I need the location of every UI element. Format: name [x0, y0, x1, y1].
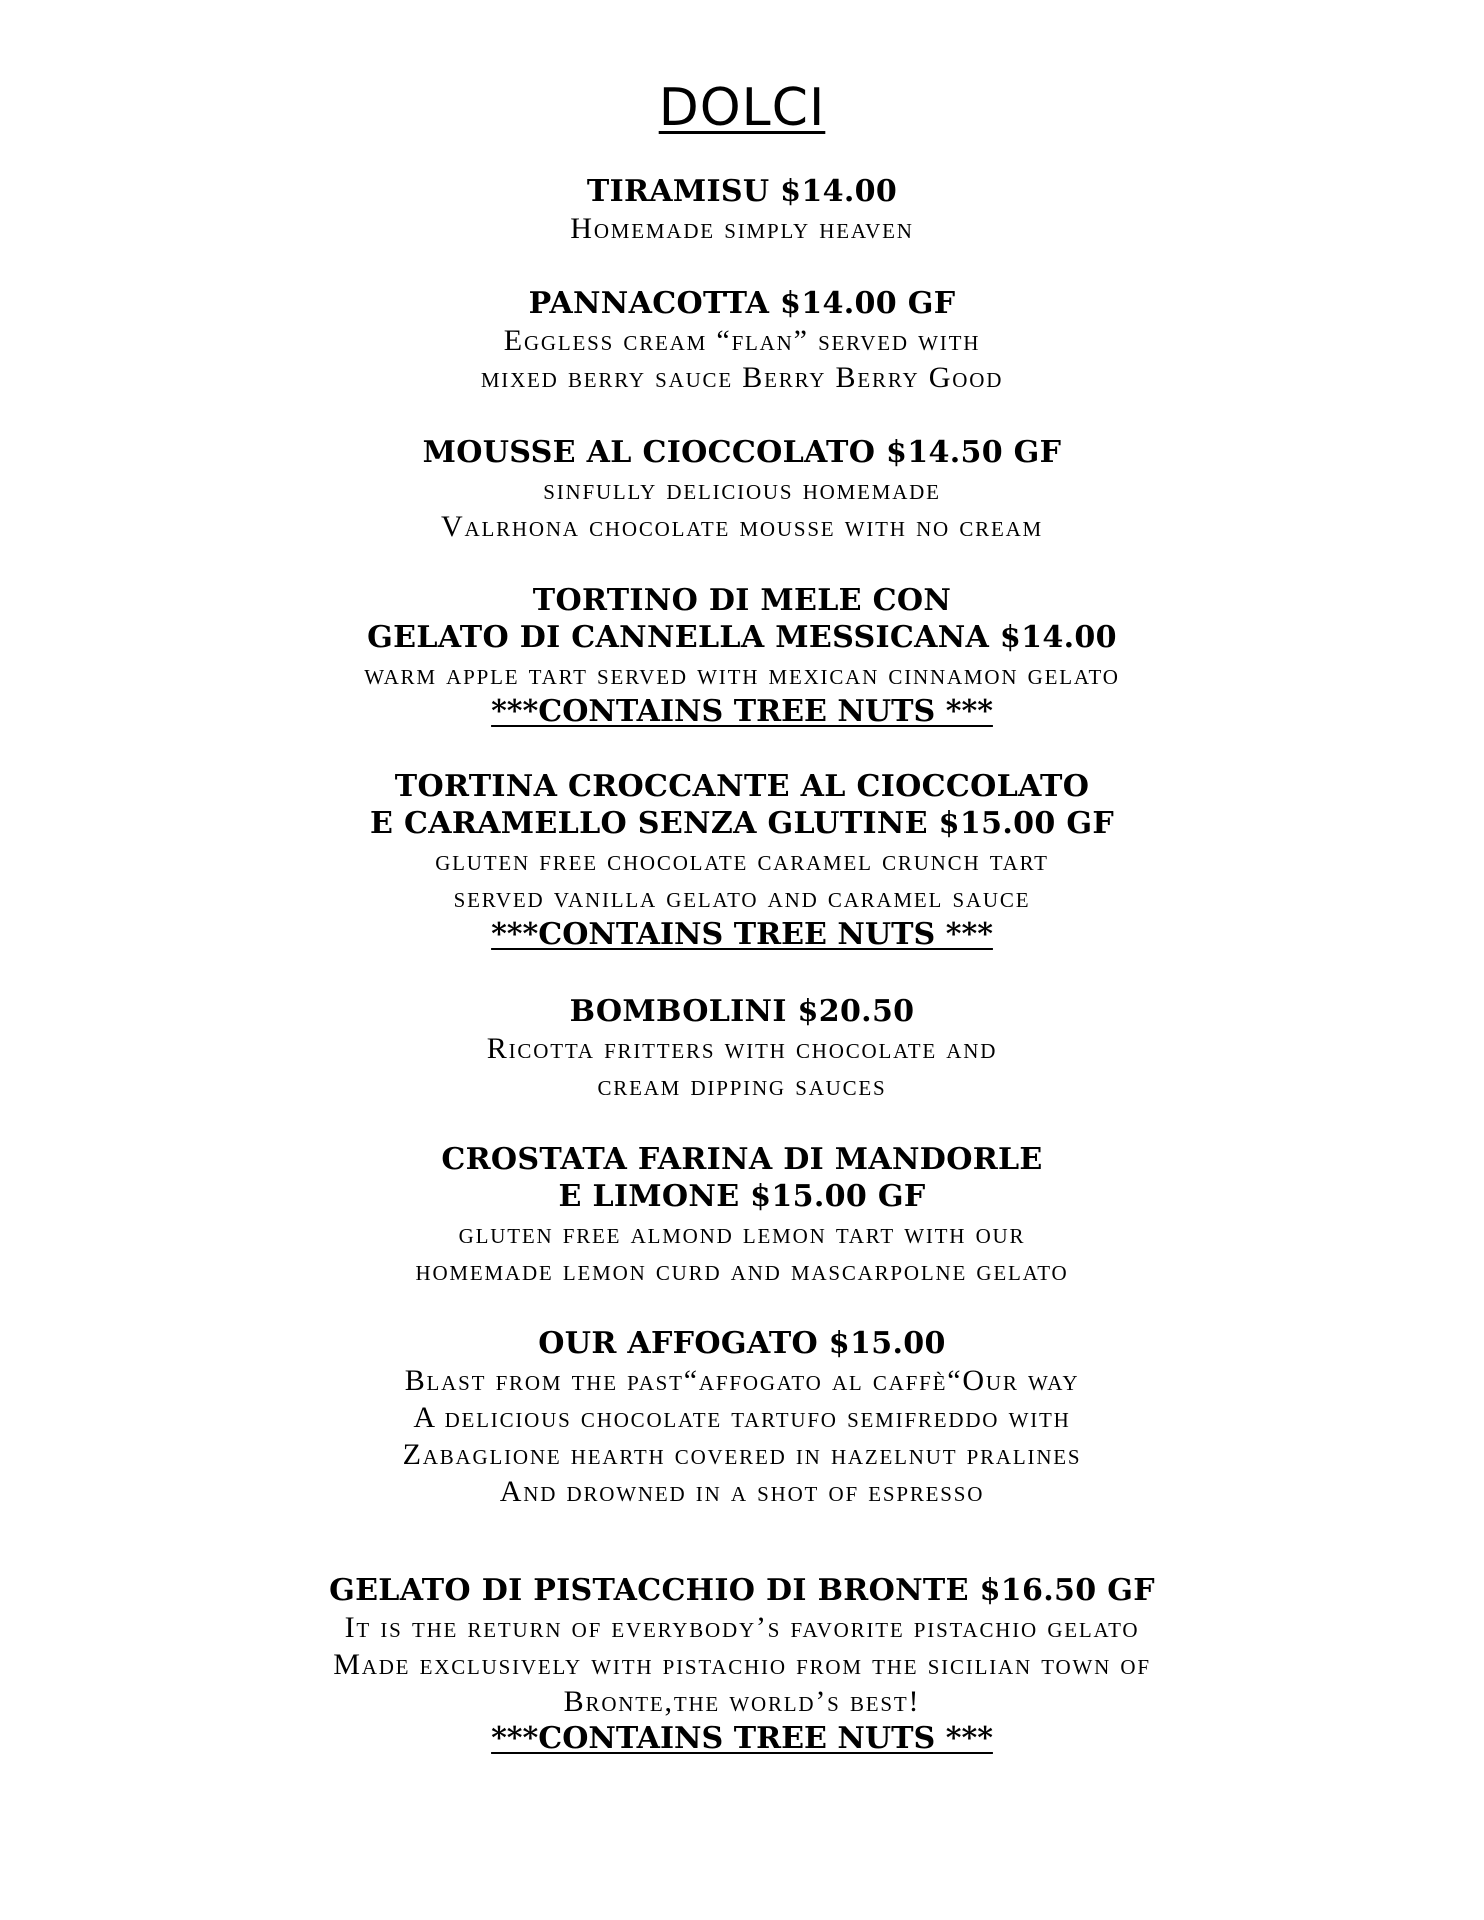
allergen-warning: ***CONTAINS TREE NUTS ***	[491, 1721, 993, 1756]
menu-item-description: gluten free chocolate caramel crunch tart	[435, 843, 1049, 877]
menu-item-description: served vanilla gelato and caramel sauce	[453, 880, 1031, 914]
menu-item	[0, 582, 1484, 730]
menu-item-name: GELATO DI CANNELLA MESSICANA $14.00	[367, 620, 1117, 655]
menu-item-description: cream dipping sauces	[597, 1068, 887, 1102]
menu-item-name: PANNACOTTA $14.00 GF	[528, 286, 956, 321]
menu-item-description: sinfully delicious homemade	[543, 472, 941, 506]
menu-item-description: Blast from the past“affogato al caffè“Our way	[404, 1363, 1080, 1397]
menu-item-description: A delicious chocolate tartufo semifreddo with	[413, 1400, 1071, 1434]
menu-item-description: Ricotta fritters with chocolate and	[486, 1031, 998, 1065]
menu-item-name: E LIMONE $15.00 GF	[558, 1179, 926, 1214]
menu-item	[0, 993, 1484, 1104]
menu-item-description: homemade lemon curd and mascarpolne gelato	[415, 1253, 1069, 1287]
menu-title: DOLCI	[658, 78, 826, 138]
allergen-warning: ***CONTAINS TREE NUTS ***	[491, 694, 993, 729]
menu-item-name: MOUSSE AL CIOCCOLATO $14.50 GF	[422, 435, 1062, 470]
menu-item-description: gluten free almond lemon tart with our	[458, 1216, 1026, 1250]
menu-item-name: CROSTATA FARINA DI MANDORLE	[441, 1142, 1043, 1177]
menu-item	[0, 768, 1484, 953]
menu-item	[0, 173, 1484, 247]
menu-item-name: TORTINO DI MELE CON	[532, 583, 952, 618]
menu-item-name: TIRAMISU $14.00	[586, 174, 898, 209]
menu-item-name: BOMBOLINI $20.50	[569, 994, 915, 1029]
menu-item	[0, 285, 1484, 396]
menu-item-description: Eggless cream “flan” served with	[503, 323, 981, 357]
menu-item-name: OUR AFFOGATO $15.00	[538, 1326, 946, 1361]
menu-item-description: Valrhona chocolate mousse with no cream	[440, 509, 1044, 543]
menu-item-name: E CARAMELLO SENZA GLUTINE $15.00 GF	[370, 806, 1114, 841]
menu-item	[0, 1141, 1484, 1289]
menu-item-name: GELATO DI PISTACCHIO DI BRONTE $16.50 GF	[329, 1573, 1155, 1608]
menu-item-description: And drowned in a shot of espresso	[499, 1474, 985, 1508]
menu-item-description: Bronte,the world’s best!	[563, 1684, 921, 1718]
menu-item-description: warm apple tart served with mexican cinnamon gelato	[364, 657, 1120, 691]
menu-item	[0, 434, 1484, 545]
menu-item-description: Made exclusively with pistachio from the sicilian town of	[333, 1647, 1151, 1681]
allergen-warning: ***CONTAINS TREE NUTS ***	[491, 917, 993, 952]
menu-item	[0, 1572, 1484, 1757]
menu-item-description: It is the return of everybody’s favorite pistachio gelato	[344, 1610, 1140, 1644]
menu-item-name: TORTINA CROCCANTE AL CIOCCOLATO	[394, 769, 1090, 804]
menu-item-description: mixed berry sauce Berry Berry Good	[480, 360, 1004, 394]
menu-item-description: Homemade simply heaven	[570, 211, 914, 245]
menu-item-description: Zabaglione hearth covered in hazelnut pralines	[402, 1437, 1082, 1471]
menu-item	[0, 1325, 1484, 1510]
